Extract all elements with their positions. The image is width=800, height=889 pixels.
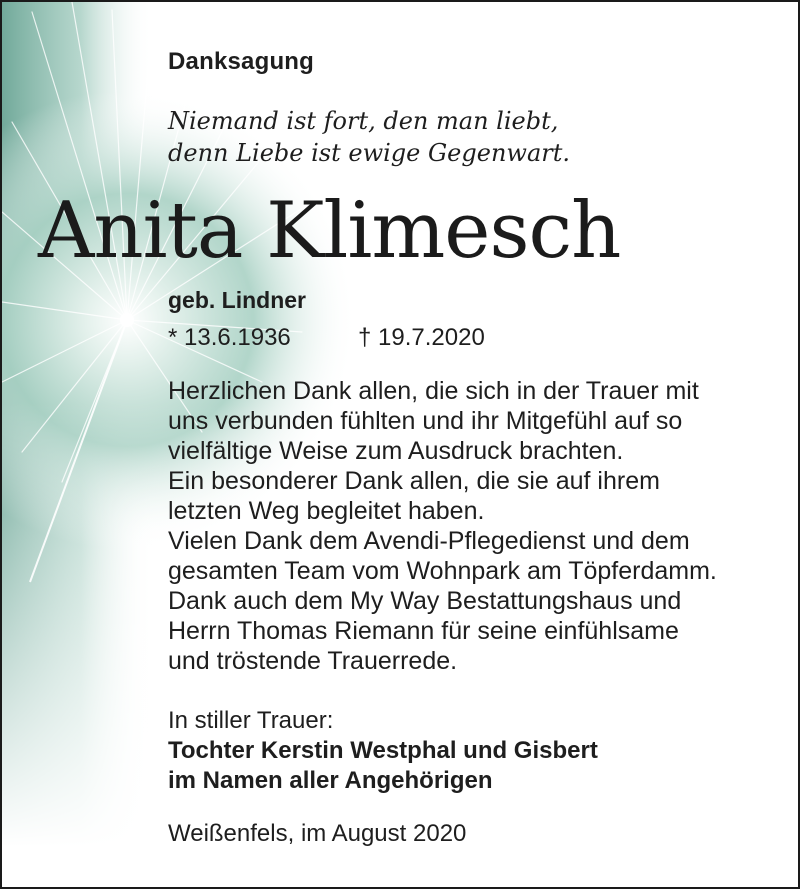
text-line: Herrn Thomas Riemann für seine einfühlsame	[168, 617, 679, 645]
mourner-line: im Namen aller Angehörigen	[168, 767, 493, 794]
mourning-intro: In stiller Trauer:	[168, 707, 334, 734]
maiden-name: geb. Lindner	[168, 287, 306, 313]
mourner-line: Tochter Kerstin Westphal und Gisbert	[168, 737, 598, 764]
mourning-signature	[168, 706, 598, 796]
text-line: Ein besonderer Dank allen, die sie auf ihrem	[168, 467, 660, 495]
notice-heading: Danksagung	[168, 48, 315, 75]
text-line: Vielen Dank dem Avendi-Pflegedienst und dem	[168, 527, 690, 555]
quote-line: Niemand ist fort, den man liebt,	[168, 107, 559, 135]
deceased-name: Anita Klimesch	[38, 186, 621, 276]
text-line: gesamten Team vom Wohnpark am Töpferdamm.	[168, 557, 717, 585]
text-line: Dank auch dem My Way Bestattungshaus und	[168, 587, 682, 615]
text-line: und tröstende Trauerrede.	[168, 647, 458, 675]
life-dates	[168, 324, 485, 352]
thank-you-text	[168, 376, 788, 676]
place-and-date: Weißenfels, im August 2020	[168, 820, 467, 847]
text-line: Herzlichen Dank allen, die sich in der Trauer mit	[168, 377, 699, 405]
birth-date: * 13.6.1936	[168, 324, 291, 351]
text-line: uns verbunden fühlten und ihr Mitgefühl auf so	[168, 407, 683, 435]
death-date: † 19.7.2020	[358, 324, 485, 351]
quote-line: denn Liebe ist ewige Gegenwart.	[168, 139, 570, 167]
text-line: letzten Weg begleitet haben.	[168, 497, 485, 525]
text-line: vielfältige Weise zum Ausdruck brachten.	[168, 437, 624, 465]
memorial-quote	[168, 105, 570, 169]
